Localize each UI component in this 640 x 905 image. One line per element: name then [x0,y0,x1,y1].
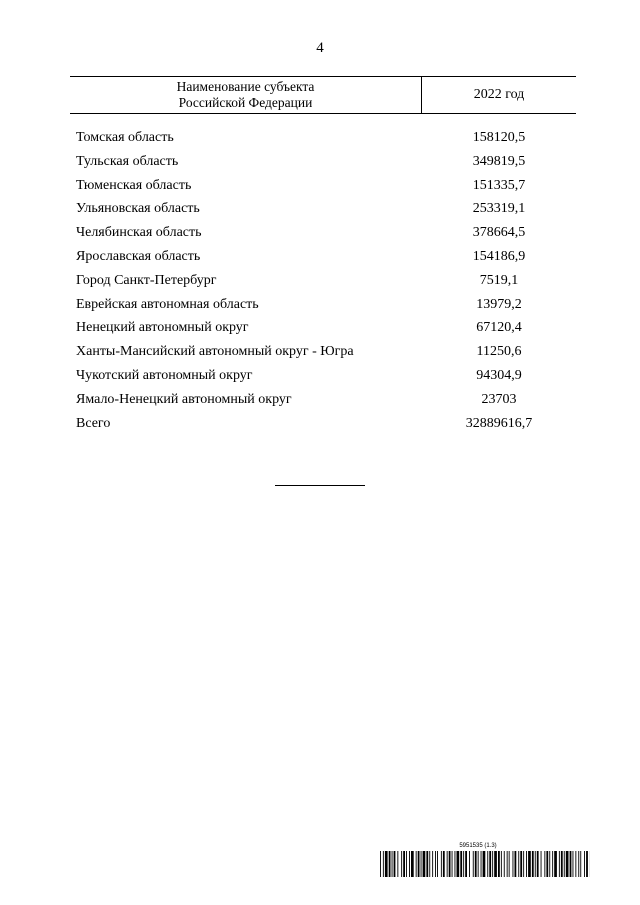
table-header [70,76,576,114]
row-subject: Город Санкт-Петербург [76,272,217,288]
header-subject-line-1: Наименование субъекта [176,79,315,94]
row-subject: Ульяновская область [76,201,200,217]
row-value: 378664,5 [472,225,526,241]
header-year: 2022 год [473,87,525,102]
table-row [76,176,576,200]
barcode-label: 5951535 (1.3) [459,843,497,849]
table-row [76,318,576,342]
row-subject: Ханты-Мансийский автономный округ - Югра [76,344,354,360]
table-row [76,342,576,366]
row-subject: Тюменская область [76,177,192,193]
row-value: 7519,1 [479,272,519,288]
page-number: 4 [316,40,324,56]
table-row-total [76,414,576,438]
table-body [76,128,576,437]
row-subject: Чукотский автономный округ [76,367,253,383]
table-row [76,390,576,414]
barcode-image [380,851,590,877]
row-value: 23703 [481,391,517,407]
row-subject: Всего [76,415,111,431]
row-subject: Ненецкий автономный округ [76,320,249,336]
row-subject: Челябинская область [76,225,202,241]
row-subject: Тульская область [76,153,179,169]
row-value: 158120,5 [472,130,526,145]
table-row [76,366,576,390]
table-row [76,271,576,295]
row-subject: Томская область [76,130,174,145]
row-value: 154186,9 [472,248,526,264]
row-value: 253319,1 [472,201,526,217]
barcode-block [380,843,590,877]
header-subject-name [70,77,422,113]
table-row [76,223,576,247]
row-value: 11250,6 [476,344,522,360]
row-subject: Ярославская область [76,248,201,264]
end-of-document-rule [275,485,365,486]
row-subject: Ямало-Ненецкий автономный округ [76,391,292,407]
row-value: 32889616,7 [465,415,533,431]
row-value: 151335,7 [472,177,526,193]
row-value: 349819,5 [472,153,526,169]
row-value: 94304,9 [476,367,522,383]
row-value: 67120,4 [476,320,522,336]
row-value: 13979,2 [476,296,522,312]
table-row [76,295,576,319]
row-subject: Еврейская автономная область [76,296,259,312]
table-row [76,199,576,223]
table-row [76,152,576,176]
header-subject-line-2: Российской Федерации [178,95,313,110]
table-row [76,128,576,152]
table-row [76,247,576,271]
